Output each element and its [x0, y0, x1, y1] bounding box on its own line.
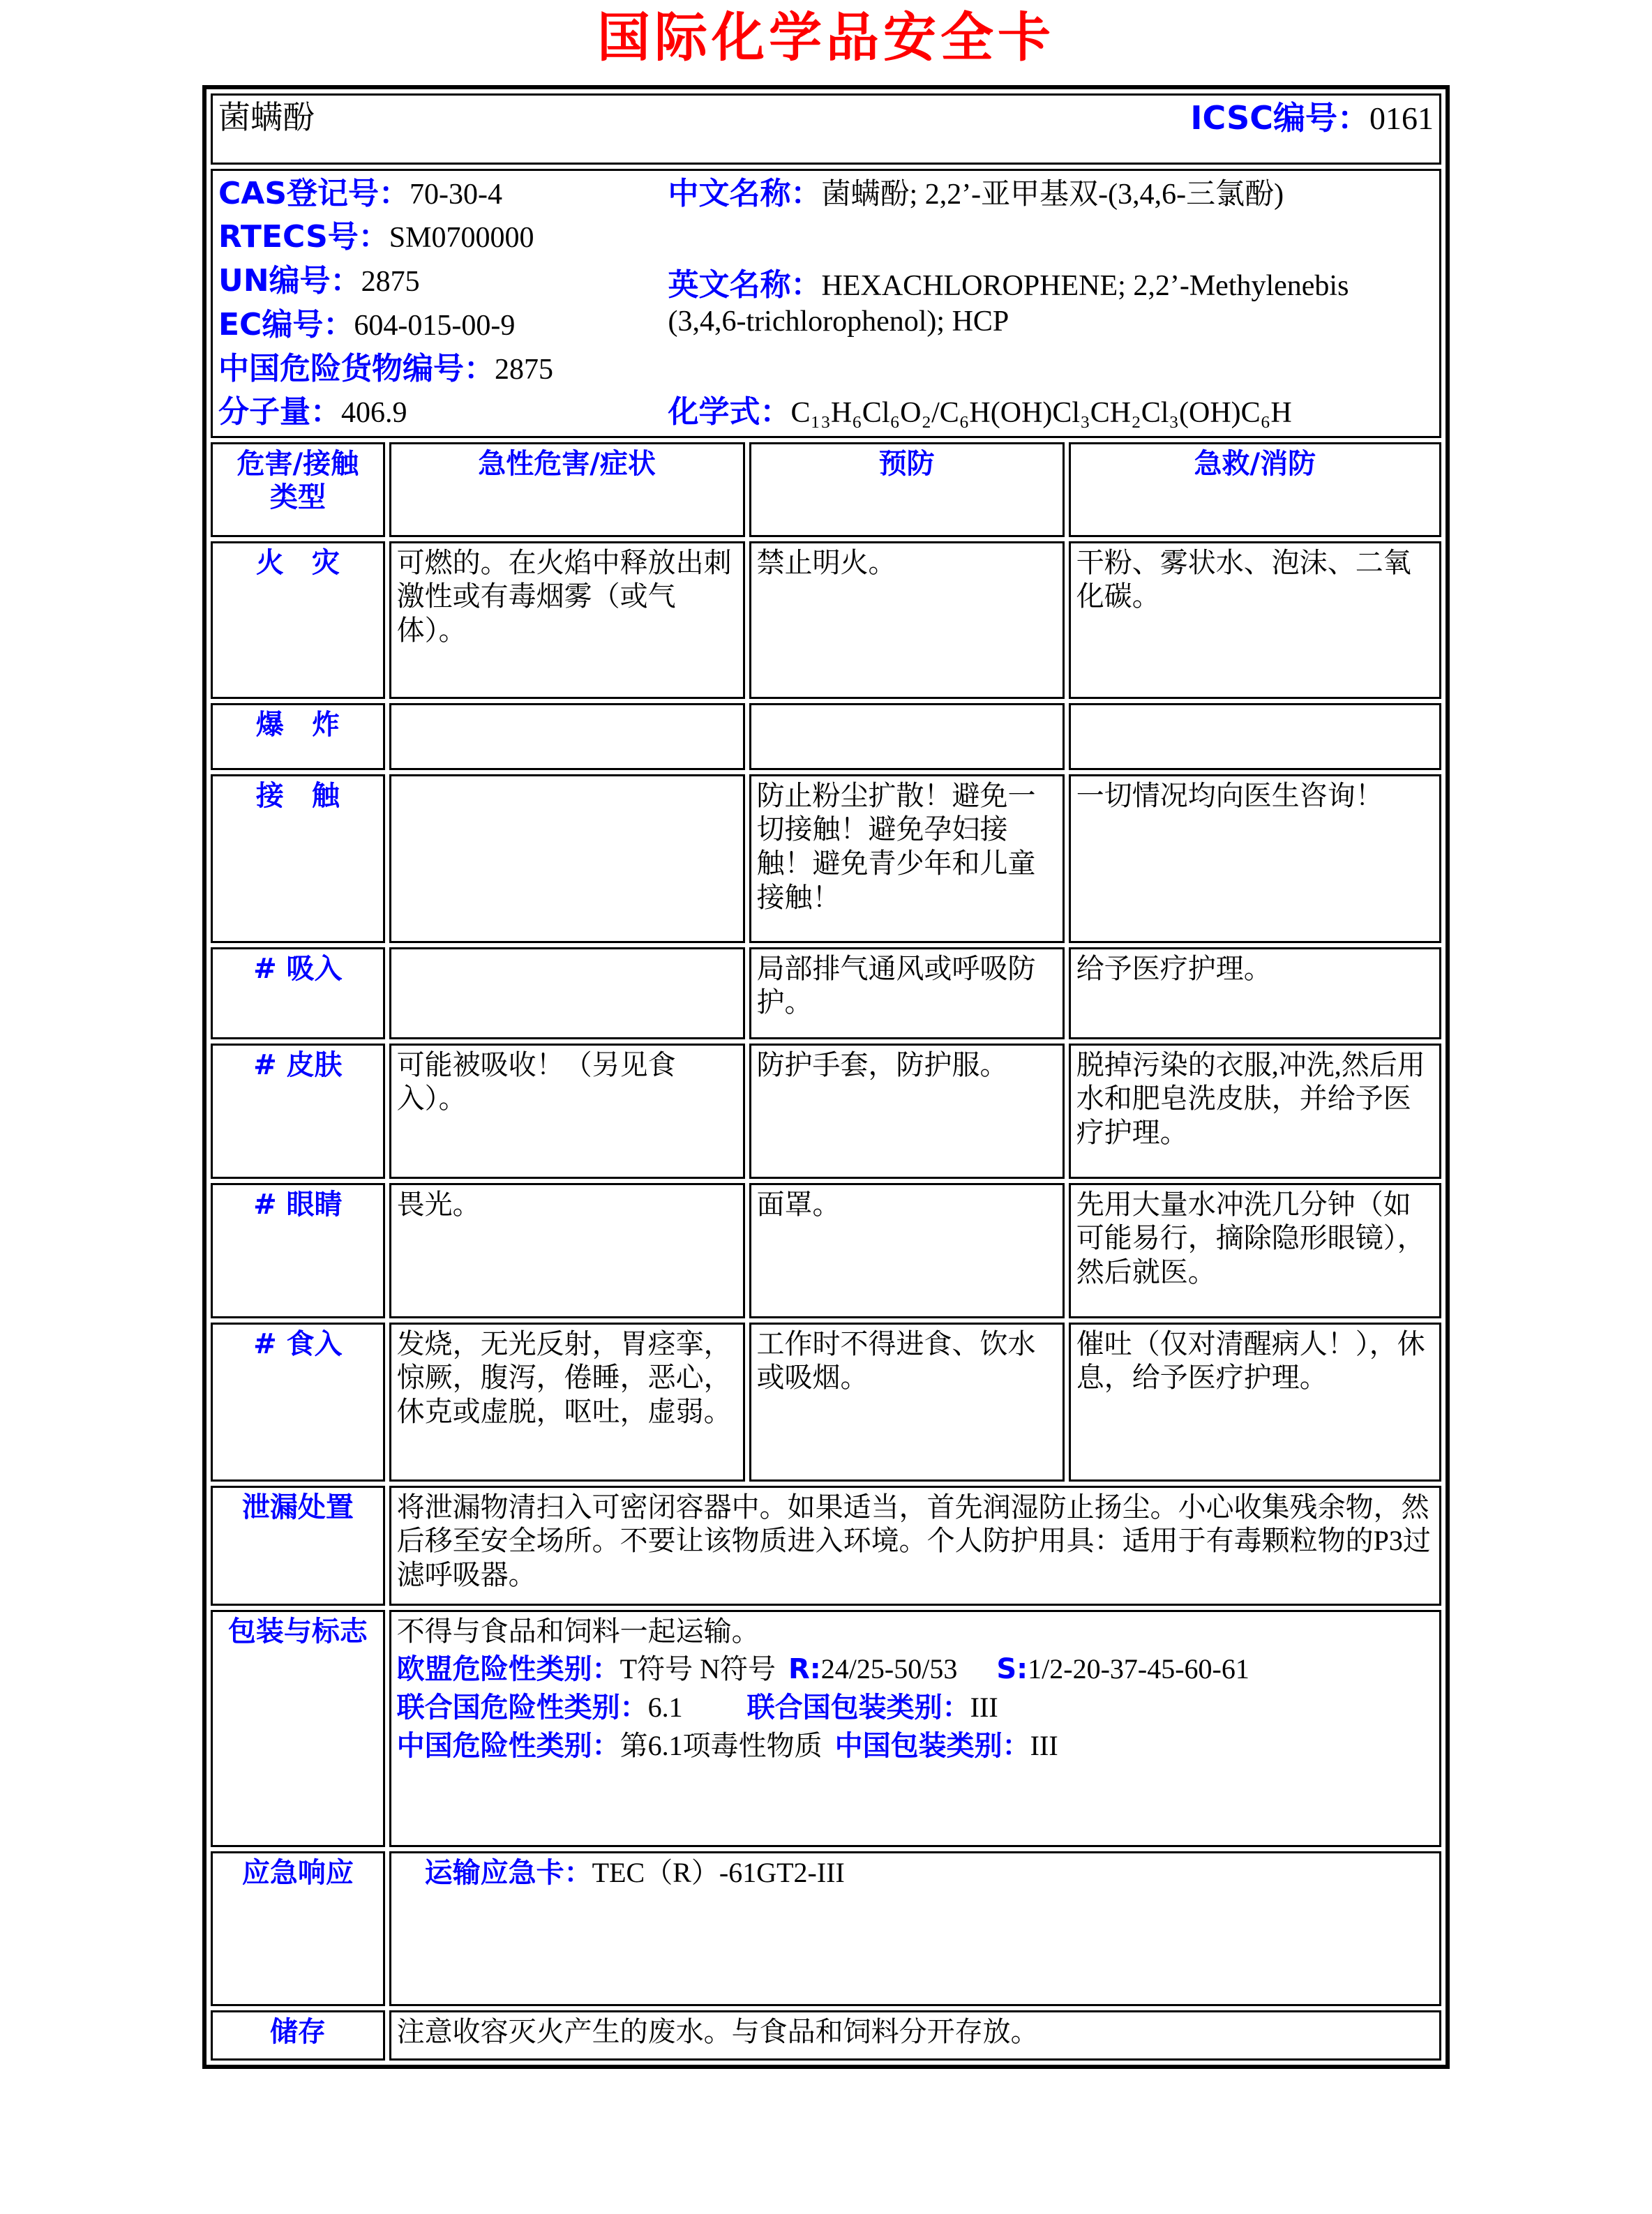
icsc-number	[1190, 98, 1434, 138]
table-row-explosion	[211, 703, 1441, 770]
packaging-content	[389, 1610, 1441, 1847]
icsc-value: 0161	[1369, 100, 1434, 136]
inhalation-prevention: 局部排气通风或呼吸防护。	[749, 947, 1065, 1039]
table-row-spillage	[211, 1486, 1441, 1606]
table-row-ingestion	[211, 1323, 1441, 1482]
table-row-storage	[211, 2010, 1441, 2061]
table-row-packaging	[211, 1610, 1441, 1847]
fire-prevention: 禁止明火。	[749, 541, 1065, 699]
contact-symptoms	[389, 774, 745, 943]
explosion-prevention	[749, 703, 1065, 770]
safety-card-table	[202, 85, 1450, 2069]
packaging-transport-note: 不得与食品和饲料一起运输。	[396, 1615, 760, 1647]
row-label-storage: 储存	[211, 2010, 385, 2061]
cas-number: CAS登记号：70-30-4	[218, 175, 503, 211]
row-label-packaging: 包装与标志	[211, 1610, 385, 1847]
table-row-fire	[211, 541, 1441, 699]
table-row-inhalation	[211, 947, 1441, 1039]
storage-text: 注意收容灭火产生的废水。与食品和饲料分开存放。	[389, 2010, 1441, 2061]
row-label-explosion: 爆 炸	[211, 703, 385, 770]
chemical-formula: 化学式：C₁₃H₆Cl₆O₂/C₆H(OH)Cl₃CH₂Cl₃(OH)C₆H	[668, 394, 1292, 430]
rtecs-number: RTECS号：SM0700000	[218, 219, 534, 255]
chinese-name: 中文名称：菌螨酚; 2,2’-亚甲基双-(3,4,6-三氯酚)	[668, 175, 1284, 211]
row-label-inhalation: # 吸入	[211, 947, 385, 1039]
fire-first-aid: 干粉、雾状水、泡沫、二氧化碳。	[1069, 541, 1441, 699]
english-name: 英文名称：HEXACHLOROPHENE; 2,2’-Methylenebis (3,4,6-trichlorophenol); HCP	[668, 266, 1349, 338]
explosion-first-aid	[1069, 703, 1441, 770]
eyes-prevention: 面罩。	[749, 1183, 1065, 1318]
skin-prevention: 防护手套，防护服。	[749, 1044, 1065, 1179]
table-row-emergency	[211, 1851, 1441, 2006]
row-label-emergency: 应急响应	[211, 1851, 385, 2006]
eyes-symptoms: 畏光。	[389, 1183, 745, 1318]
row-label-fire: 火 灾	[211, 541, 385, 699]
identification-right-column	[668, 174, 1434, 433]
packaging-un-classification: 联合国危险性类别：6.1 联合国包装类别：III	[396, 1692, 998, 1724]
packaging-eu-classification: 欧盟危险性类别：T符号 N符号 R:24/25-50/53 S:1/2-20-37-45-60-61	[396, 1653, 1249, 1686]
skin-symptoms: 可能被吸收！（另见食入）。	[389, 1044, 745, 1179]
row-label-ingestion: # 食入	[211, 1323, 385, 1482]
row-label-eyes: # 眼睛	[211, 1183, 385, 1318]
row-label-spillage: 泄漏处置	[211, 1486, 385, 1606]
table-row-skin	[211, 1044, 1441, 1179]
contact-prevention: 防止粉尘扩散！避免一切接触！避免孕妇接触！避免青少年和儿童接触！	[749, 774, 1065, 943]
ingestion-prevention: 工作时不得进食、饮水或吸烟。	[749, 1323, 1065, 1482]
page-title: 国际化学品安全卡	[597, 6, 1055, 68]
transport-emergency-card: 运输应急卡：TEC（R）-61GT2-III	[424, 1856, 845, 1889]
column-header-hazard-type: 危害/接触 类型	[211, 442, 385, 537]
column-header-prevention: 预防	[749, 442, 1065, 537]
ingestion-first-aid: 催吐（仅对清醒病人！），休息，给予医疗护理。	[1069, 1323, 1441, 1482]
eyes-first-aid: 先用大量水冲洗几分钟（如可能易行，摘除隐形眼镜），然后就医。	[1069, 1183, 1441, 1318]
explosion-symptoms	[389, 703, 745, 770]
packaging-cn-classification: 中国危险性类别：第6.1项毒性物质 中国包装类别：III	[396, 1729, 1058, 1762]
emergency-content	[389, 1851, 1441, 2006]
column-header-first-aid: 急救/消防	[1069, 442, 1441, 537]
fire-symptoms: 可燃的。在火焰中释放出刺激性或有毒烟雾（或气体）。	[389, 541, 745, 699]
spillage-text: 将泄漏物清扫入可密闭容器中。如果适当，首先润湿防止扬尘。小心收集残余物，然后移至安全场所。不要让该物质进入环境。个人防护用具：适用于有毒颗粒物的P3过滤呼吸器。	[389, 1486, 1441, 1606]
identification-left-column	[218, 174, 668, 433]
table-row-contact	[211, 774, 1441, 943]
china-dangerous-goods-number: 中国危险货物编号：2875	[218, 350, 553, 386]
table-row-eyes	[211, 1183, 1441, 1318]
identification-row	[211, 169, 1441, 438]
un-number: UN编号：2875	[218, 263, 420, 299]
name-row	[211, 93, 1441, 165]
icsc-label: ICSC编号：	[1190, 98, 1369, 137]
hazard-header-row	[211, 442, 1441, 537]
row-label-contact: 接 触	[211, 774, 385, 943]
molecular-weight: 分子量：406.9	[218, 394, 407, 430]
column-header-symptoms: 急性危害/症状	[389, 442, 745, 537]
row-label-skin: # 皮肤	[211, 1044, 385, 1179]
skin-first-aid: 脱掉污染的衣服,冲洗,然后用水和肥皂洗皮肤，并给予医疗护理。	[1069, 1044, 1441, 1179]
ec-number: EC编号：604-015-00-9	[218, 306, 516, 342]
inhalation-symptoms	[389, 947, 745, 1039]
inhalation-first-aid: 给予医疗护理。	[1069, 947, 1441, 1039]
contact-first-aid: 一切情况均向医生咨询！	[1069, 774, 1441, 943]
ingestion-symptoms: 发烧，无光反射，胃痉挛，惊厥，腹泻，倦睡，恶心，休克或虚脱，呕吐，虚弱。	[389, 1323, 745, 1482]
substance-name: 菌螨酚	[218, 100, 315, 136]
